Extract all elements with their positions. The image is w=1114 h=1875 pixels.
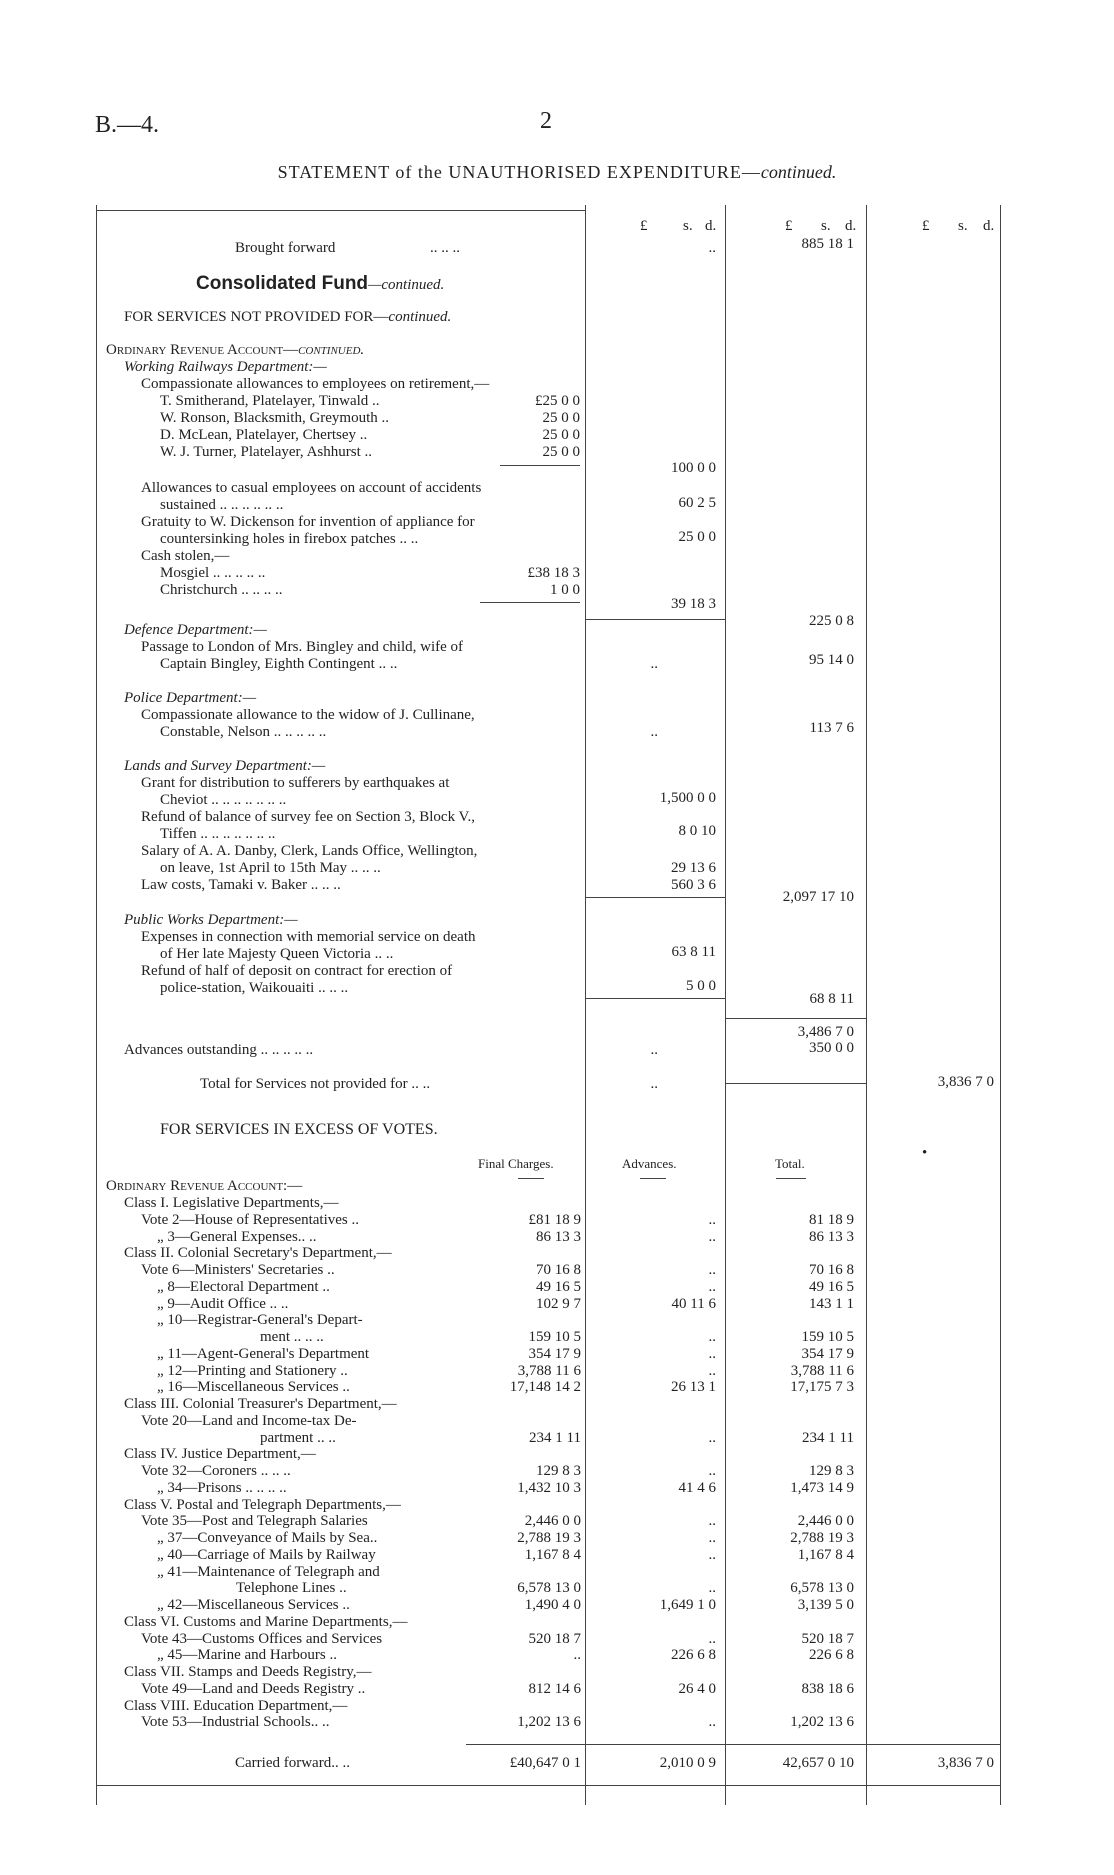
retiree-2: W. Ronson, Blacksmith, Greymouth .. (160, 410, 390, 426)
total-not-provided-col3: 3,836 7 0 (937, 1074, 994, 1090)
advances-label: Advances outstanding .. .. .. .. .. (124, 1042, 314, 1058)
col1-pence: d. (705, 218, 717, 234)
header-advances: Advances. (622, 1156, 677, 1171)
casual-amount: 60 2 5 (678, 495, 716, 511)
col1-shilling: s. (683, 218, 693, 234)
excess-row-final-charges: 129 8 3 (536, 1463, 581, 1479)
lands-line-5: Salary of A. A. Danby, Clerk, Lands Office, Wellington, (141, 843, 478, 859)
defence-col2: 95 14 0 (809, 652, 854, 668)
document-reference: B.—4. (95, 112, 160, 138)
lands-line-2: Cheviot .. .. .. .. .. .. .. (160, 792, 287, 808)
excess-row-final-charges: 1,490 4 0 (524, 1597, 581, 1613)
retiree-4-amount: 25 0 0 (542, 444, 580, 460)
ordinary-revenue-continued: continued. (298, 342, 365, 358)
header-final-charges-rule (518, 1178, 544, 1179)
excess-row-label: Vote 2—House of Representatives .. (141, 1212, 360, 1228)
excess-row-label: Class VII. Stamps and Deeds Registry,— (124, 1664, 372, 1680)
cash-subtotal: 39 18 3 (671, 596, 716, 612)
excess-row-advances: 41 4 6 (678, 1480, 716, 1496)
col2-shilling: s. (821, 218, 831, 234)
section-not-provided-continued: continued. (388, 309, 452, 325)
lands-line-4: Tiffen .. .. .. .. .. .. .. (160, 826, 276, 842)
excess-row-label: partment .. .. (260, 1430, 336, 1446)
carried-forward-rule-1 (466, 1744, 586, 1745)
excess-row-label: Class III. Colonial Treasurer's Department,— (124, 1396, 397, 1412)
ordinary-revenue-heading (106, 342, 364, 359)
excess-row-final-charges: 1,167 8 4 (524, 1547, 581, 1563)
mosgiel: Mosgiel .. .. .. .. .. (160, 565, 266, 581)
retiree-1: T. Smitherand, Platelayer, Tinwald .. (160, 393, 380, 409)
carried-forward-rule-2 (586, 1744, 1000, 1745)
excess-row-advances: .. (708, 1346, 716, 1362)
total-not-provided-col1: .. (650, 1076, 658, 1092)
col1-pound: £ (640, 218, 648, 234)
rule-col3 (866, 205, 867, 1805)
brought-forward-label: Brought forward (235, 240, 336, 256)
excess-row-label: Vote 43—Customs Offices and Services (141, 1631, 383, 1647)
lands-line-1: Grant for distribution to sufferers by earthquakes at (141, 775, 450, 791)
casual-line-2: sustained .. .. .. .. .. .. (160, 497, 284, 513)
excess-row-advances: .. (708, 1212, 716, 1228)
excess-row-final-charges: 17,148 14 2 (509, 1379, 581, 1395)
total-not-provided-label: Total for Services not provided for .. .. (200, 1076, 431, 1092)
excess-row-final-charges: 6,578 13 0 (517, 1580, 581, 1596)
col3-shilling: s. (958, 218, 968, 234)
excess-row-label: Class V. Postal and Telegraph Departments,— (124, 1497, 401, 1513)
christchurch-amount: 1 0 0 (550, 582, 580, 598)
lands-tiffen-amount: 8 0 10 (678, 823, 716, 839)
excess-row-label: „ 40—Carriage of Mails by Railway (157, 1547, 376, 1563)
excess-row-advances: .. (708, 1430, 716, 1446)
excess-row-label: Telephone Lines .. (236, 1580, 347, 1596)
carried-forward-advances: 2,010 0 9 (659, 1755, 716, 1771)
excess-row-label: „ 10—Registrar-General's Depart- (157, 1312, 363, 1328)
excess-row-total: 2,788 19 3 (790, 1530, 854, 1546)
carried-forward-total: 42,657 0 10 (782, 1755, 854, 1771)
col2-pence: d. (845, 218, 857, 234)
excess-row-label: „ 16—Miscellaneous Services .. (157, 1379, 350, 1395)
excess-heading: FOR SERVICES IN EXCESS OF VOTES. (160, 1121, 438, 1138)
lands-total-rule (586, 897, 725, 898)
excess-row-advances: .. (708, 1329, 716, 1345)
public-works-line-3: Refund of half of deposit on contract for erection of (141, 963, 453, 979)
excess-row-final-charges: 2,788 19 3 (517, 1530, 581, 1546)
police-col2: 113 7 6 (809, 720, 854, 736)
excess-row-total: 49 16 5 (809, 1279, 854, 1295)
public-works-total-rule (586, 998, 725, 999)
carried-forward-col3: 3,836 7 0 (937, 1755, 994, 1771)
excess-row-final-charges: 70 16 8 (536, 1262, 581, 1278)
police-line-2: Constable, Nelson .. .. .. .. .. (160, 724, 327, 740)
excess-row-final-charges: 159 10 5 (528, 1329, 581, 1345)
gratuity-line-2: countersinking holes in firebox patches .. .. (160, 531, 419, 547)
excess-row-advances: 40 11 6 (671, 1296, 716, 1312)
header-final-charges: Final Charges. (478, 1156, 554, 1171)
col3-pence: d. (983, 218, 995, 234)
defence-heading: Defence Department:— (124, 622, 267, 638)
casual-line-1: Allowances to casual employees on account of accidents (141, 480, 482, 496)
excess-row-advances: .. (708, 1631, 716, 1647)
excess-row-total: 6,578 13 0 (790, 1580, 854, 1596)
excess-row-final-charges: 3,788 11 6 (517, 1363, 581, 1379)
excess-row-total: 1,167 8 4 (797, 1547, 854, 1563)
retiree-1-amount: £25 0 0 (535, 393, 580, 409)
mosgiel-amount: £38 18 3 (527, 565, 580, 581)
excess-row-total: 2,446 0 0 (797, 1513, 854, 1529)
excess-row-total: 226 6 8 (809, 1647, 854, 1663)
christchurch: Christchurch .. .. .. .. (160, 582, 283, 598)
col3-pound: £ (922, 218, 930, 234)
lands-line-7: Law costs, Tamaki v. Baker .. .. .. (141, 877, 341, 893)
excess-row-advances: 1,649 1 0 (659, 1597, 716, 1613)
excess-row-label: „ 45—Marine and Harbours .. (157, 1647, 337, 1663)
excess-row-total: 3,788 11 6 (790, 1363, 854, 1379)
railways-total-rule (586, 619, 725, 620)
public-works-memorial-amount: 63 8 11 (671, 944, 716, 960)
excess-row-label: „ 11—Agent-General's Department (157, 1346, 370, 1362)
excess-row-label: Class VIII. Education Department,— (124, 1698, 348, 1714)
excess-row-label: „ 42—Miscellaneous Services .. (157, 1597, 350, 1613)
excess-row-total: 159 10 5 (801, 1329, 854, 1345)
defence-line-2: Captain Bingley, Eighth Contingent .. .. (160, 656, 398, 672)
excess-row-label: „ 41—Maintenance of Telegraph and (157, 1564, 380, 1580)
excess-row-advances: 26 4 0 (678, 1681, 716, 1697)
excess-row-total: 234 1 11 (802, 1430, 854, 1446)
lands-law-amount: 560 3 6 (671, 877, 716, 893)
lands-salary-amount: 29 13 6 (671, 860, 716, 876)
title-continued: continued. (760, 162, 837, 182)
retiree-3: D. McLean, Platelayer, Chertsey .. (160, 427, 368, 443)
excess-row-label: „ 9—Audit Office .. .. (157, 1296, 289, 1312)
ordinary-revenue-title: Ordinary Revenue Account— (106, 342, 299, 358)
cash-stolen-heading: Cash stolen,— (141, 548, 230, 564)
retiree-4: W. J. Turner, Platelayer, Ashhurst .. (160, 444, 372, 460)
total-rule (726, 1083, 866, 1084)
excess-row-advances: .. (708, 1229, 716, 1245)
excess-row-label: Vote 53—Industrial Schools.. .. (141, 1714, 330, 1730)
excess-row-advances: 26 13 1 (671, 1379, 716, 1395)
fund-heading (196, 275, 444, 294)
excess-row-final-charges: .. (573, 1647, 581, 1663)
excess-row-total: 81 18 9 (809, 1212, 854, 1228)
police-heading: Police Department:— (124, 690, 257, 706)
excess-row-label: „ 34—Prisons .. .. .. .. (157, 1480, 287, 1496)
excess-row-total: 129 8 3 (809, 1463, 854, 1479)
excess-ordinary-revenue-heading: Ordinary Revenue Account:— (106, 1178, 303, 1194)
excess-row-advances: .. (708, 1513, 716, 1529)
col2-pound: £ (785, 218, 793, 234)
rule-left (96, 205, 97, 1805)
excess-row-label: „ 3—General Expenses.. .. (157, 1229, 317, 1245)
brought-forward-col1: .. (708, 240, 716, 256)
excess-row-advances: .. (708, 1463, 716, 1479)
excess-row-advances: .. (708, 1279, 716, 1295)
retiree-3-amount: 25 0 0 (542, 427, 580, 443)
excess-row-advances: .. (708, 1262, 716, 1278)
excess-row-total: 70 16 8 (809, 1262, 854, 1278)
excess-row-label: Class IV. Justice Department,— (124, 1446, 316, 1462)
advances-col1: .. (650, 1042, 658, 1058)
excess-row-advances: .. (708, 1363, 716, 1379)
excess-row-final-charges: 812 14 6 (528, 1681, 581, 1697)
advances-col2: 350 0 0 (809, 1040, 854, 1056)
retiree-2-amount: 25 0 0 (542, 410, 580, 426)
public-works-total: 68 8 11 (809, 991, 854, 1007)
rule-top (96, 210, 586, 211)
public-works-heading: Public Works Department:— (124, 912, 298, 928)
header-advances-rule (640, 1178, 666, 1179)
excess-row-total: 354 17 9 (801, 1346, 854, 1362)
excess-row-label: Vote 6—Ministers' Secretaries .. (141, 1262, 335, 1278)
rule-bottom (96, 1785, 1000, 1786)
lands-line-3: Refund of balance of survey fee on Section 3, Block V., (141, 809, 475, 825)
excess-row-label: Class VI. Customs and Marine Departments,— (124, 1614, 408, 1630)
excess-row-final-charges: 49 16 5 (536, 1279, 581, 1295)
excess-row-total: 1,473 14 9 (790, 1480, 854, 1496)
excess-row-total: 143 1 1 (809, 1296, 854, 1312)
excess-row-final-charges: 102 9 7 (536, 1296, 581, 1312)
excess-row-final-charges: 1,432 10 3 (517, 1480, 581, 1496)
section-not-provided-heading (124, 309, 451, 326)
rule-right (1000, 205, 1001, 1805)
cash-subtotal-rule (480, 602, 580, 603)
excess-row-label: Vote 49—Land and Deeds Registry .. (141, 1681, 366, 1697)
excess-row-final-charges: 86 13 3 (536, 1229, 581, 1245)
retirees-subtotal: 100 0 0 (671, 460, 716, 476)
excess-row-label: „ 8—Electoral Department .. (157, 1279, 330, 1295)
excess-row-final-charges: 1,202 13 6 (517, 1714, 581, 1730)
excess-row-label: „ 37—Conveyance of Mails by Sea.. (157, 1530, 378, 1546)
excess-row-label: Vote 32—Coroners .. .. .. (141, 1463, 291, 1479)
lands-line-6: on leave, 1st April to 15th May .. .. .. (160, 860, 381, 876)
brought-forward-dots: .. .. .. (430, 240, 460, 256)
rule-col1 (585, 205, 586, 1805)
excess-row-total: 838 18 6 (801, 1681, 854, 1697)
railways-total: 225 0 8 (809, 613, 854, 629)
police-line-1: Compassionate allowance to the widow of J. Cullinane, (141, 707, 475, 723)
subtotal-rule (726, 1018, 866, 1019)
excess-row-advances: .. (708, 1547, 716, 1563)
excess-row-label: ment .. .. .. (260, 1329, 324, 1345)
fund-name: Consolidated Fund (196, 273, 369, 294)
excess-row-total: 1,202 13 6 (790, 1714, 854, 1730)
excess-row-label: Class I. Legislative Departments,— (124, 1195, 339, 1211)
lands-heading: Lands and Survey Department:— (124, 758, 326, 774)
excess-row-final-charges: 2,446 0 0 (524, 1513, 581, 1529)
compassionate-heading: Compassionate allowances to employees on retirement,— (141, 376, 490, 392)
retirees-subtotal-rule (500, 465, 580, 466)
public-works-line-4: police-station, Waikouaiti .. .. .. (160, 980, 349, 996)
public-works-line-2: of Her late Majesty Queen Victoria .. .. (160, 946, 394, 962)
carried-forward-label: Carried forward.. .. (235, 1755, 350, 1771)
defence-col1: .. (650, 656, 658, 672)
header-total: Total. (775, 1156, 805, 1171)
title-main: STATEMENT of the UNAUTHORISED EXPENDITURE— (277, 162, 761, 182)
excess-row-final-charges: £81 18 9 (528, 1212, 581, 1228)
bullet-mark: • (922, 1145, 928, 1161)
excess-row-total: 520 18 7 (801, 1631, 854, 1647)
working-railways-heading: Working Railways Department:— (124, 359, 327, 375)
excess-row-advances: .. (708, 1714, 716, 1730)
excess-row-final-charges: 520 18 7 (528, 1631, 581, 1647)
excess-row-advances: .. (708, 1530, 716, 1546)
excess-row-advances: 226 6 8 (671, 1647, 716, 1663)
carried-forward-final: £40,647 0 1 (509, 1755, 581, 1771)
page-title (0, 162, 1114, 183)
header-total-rule (776, 1178, 806, 1179)
excess-row-final-charges: 234 1 11 (529, 1430, 581, 1446)
expenditure-subtotal: 3,486 7 0 (797, 1024, 854, 1040)
excess-row-total: 17,175 7 3 (790, 1379, 854, 1395)
page-number: 2 (540, 108, 552, 134)
excess-row-total: 3,139 5 0 (797, 1597, 854, 1613)
lands-total: 2,097 17 10 (782, 889, 854, 905)
lands-cheviot-amount: 1,500 0 0 (659, 790, 716, 806)
gratuity-line-1: Gratuity to W. Dickenson for invention of appliance for (141, 514, 475, 530)
excess-row-label: Vote 20—Land and Income-tax De- (141, 1413, 357, 1429)
excess-row-label: „ 12—Printing and Stationery .. (157, 1363, 348, 1379)
excess-row-advances: .. (708, 1580, 716, 1596)
section-not-provided-title: FOR SERVICES NOT PROVIDED FOR— (124, 309, 389, 325)
excess-row-label: Vote 35—Post and Telegraph Salaries (141, 1513, 368, 1529)
gratuity-amount: 25 0 0 (678, 529, 716, 545)
police-col1: .. (650, 724, 658, 740)
defence-line-1: Passage to London of Mrs. Bingley and child, wife of (141, 639, 464, 655)
public-works-line-1: Expenses in connection with memorial service on death (141, 929, 476, 945)
public-works-refund-amount: 5 0 0 (686, 978, 716, 994)
excess-row-final-charges: 354 17 9 (528, 1346, 581, 1362)
excess-row-label: Class II. Colonial Secretary's Department,— (124, 1245, 392, 1261)
excess-row-total: 86 13 3 (809, 1229, 854, 1245)
brought-forward-col2: 885 18 1 (801, 236, 854, 252)
fund-continued: —continued. (368, 277, 445, 293)
